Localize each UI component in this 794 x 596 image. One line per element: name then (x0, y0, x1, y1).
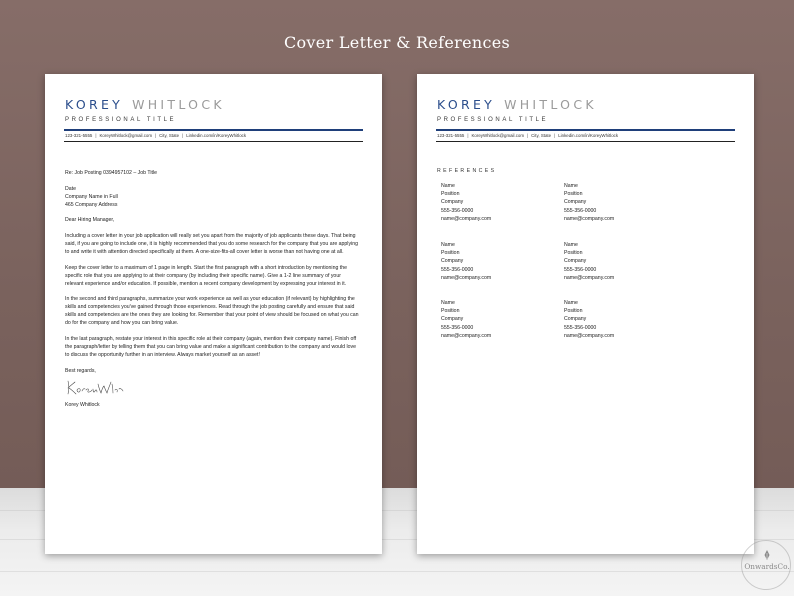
reference-email: name@company.com (441, 332, 492, 339)
contact-phone: 123-321-5555 (437, 133, 465, 138)
professional-title: PROFESSIONAL TITLE (437, 117, 549, 123)
company-address: 465 Company Address (65, 201, 118, 208)
contact-separator: | (554, 133, 556, 138)
reference-phone: 555-356-0000 (441, 207, 474, 214)
contact-line (437, 133, 618, 138)
cover-letter-page (45, 74, 382, 554)
contact-separator: | (95, 133, 97, 138)
reference-name: Name (564, 242, 578, 248)
handwritten-signature (65, 378, 125, 396)
reference-company: Company (441, 199, 464, 206)
contact-line (65, 133, 246, 138)
quill-nib-icon (764, 550, 770, 560)
reference-name: Name (441, 242, 455, 248)
contact-email: KoreyWhitlock@gmail.com (471, 133, 525, 138)
reference-phone: 555-356-0000 (441, 324, 474, 331)
company-name: Company Name in Full (65, 193, 118, 200)
letter-paragraph: Including a cover letter in your job application will really set you apart from the majority of job applicants these days. That being said, if you are going to include one, it is highly recommended that you do some research for the company that you are applying to and write it with attention directed specifically at them. A one-size-fits-all cover letter is worse than not having one at all. (65, 233, 358, 256)
reference-card (564, 299, 674, 340)
reference-phone: 555-356-0000 (564, 266, 597, 273)
reference-name: Name (441, 183, 455, 189)
contact-separator: | (182, 133, 184, 138)
reference-email: name@company.com (564, 332, 615, 339)
first-name: KOREY (437, 97, 496, 112)
reference-company: Company (564, 199, 587, 206)
letter-date: Date (65, 185, 76, 192)
contact-location: City, State (159, 133, 180, 138)
watermark-logo (741, 540, 791, 590)
references-page (417, 74, 754, 554)
reference-card (441, 241, 551, 282)
contact-linkedin: Linkedin.com/in/KoreyWhitlock (186, 133, 247, 138)
recipient-block (65, 186, 360, 210)
contact-rule (64, 141, 363, 142)
reference-company: Company (441, 316, 464, 323)
reference-company: Company (564, 316, 587, 323)
reference-company: Company (564, 258, 587, 265)
reference-position: Position (441, 250, 460, 257)
reference-position: Position (564, 250, 583, 257)
reference-name: Name (441, 300, 455, 306)
reference-phone: 555-356-0000 (441, 266, 474, 273)
reference-position: Position (441, 191, 460, 198)
contact-separator: | (467, 133, 469, 138)
reference-position: Position (441, 308, 460, 315)
reference-position: Position (564, 308, 583, 315)
banner-title: Cover Letter & References (283, 33, 511, 52)
last-name: WHITLOCK (132, 97, 225, 112)
first-name: KOREY (65, 97, 124, 112)
reference-email: name@company.com (441, 215, 492, 222)
letter-paragraph: In the last paragraph, restate your interest in this specific role at their company (again, mention their company name). Finish off the paragraph/letter by telling them that you can bring value and make a significant contribution to the company and would love to discuss the opportunity further in an interview. Always market yourself as an asset! (65, 335, 357, 358)
reference-card (441, 299, 551, 340)
contact-separator: | (155, 133, 157, 138)
contact-phone: 123-321-5555 (65, 133, 93, 138)
salutation: Dear Hiring Manager, (65, 217, 115, 224)
reference-name: Name (564, 183, 578, 189)
letter-paragraph: In the second and third paragraphs, summarize your work experience as well as your education (if relevant) by highlighting the skills and competencies you've gained through those experiences. Read through the job posting carefully and ensure that said skills and competencies are the ones they are looking for. Remember that your point of view should be focused on what you can do for the company and how you can bring value. (65, 296, 359, 327)
reference-name: Name (564, 300, 578, 306)
contact-rule (436, 141, 735, 142)
last-name: WHITLOCK (504, 97, 597, 112)
reference-phone: 555-356-0000 (564, 207, 597, 214)
reference-position: Position (564, 191, 583, 198)
letter-paragraph: Keep the cover letter to a maximum of 1 page in length. Start the first paragraph with a short introduction by mentioning the specific role that you are applying to at their company (by including their specific name). Give a 1-2 line summary of your relevant experience and/or education. If possible, mention a recent company development by expressing your interest in it. (65, 264, 348, 287)
resume-name (65, 97, 225, 112)
closing: Best regards, (65, 367, 96, 374)
header-rule (64, 129, 363, 131)
contact-separator: | (527, 133, 529, 138)
watermark-brand: OnwardsCo. (744, 562, 790, 571)
professional-title: PROFESSIONAL TITLE (65, 117, 177, 123)
letter-body (65, 170, 360, 410)
reference-email: name@company.com (441, 274, 492, 281)
reference-company: Company (441, 258, 464, 265)
reference-card (564, 182, 674, 223)
contact-location: City, State (531, 133, 552, 138)
signature-name: Korey Whitlock (65, 402, 100, 409)
resume-name (437, 97, 597, 112)
header-rule (436, 129, 735, 131)
contact-email: KoreyWhitlock@gmail.com (99, 133, 153, 138)
contact-linkedin: Linkedin.com/in/KoreyWhitlock (558, 133, 619, 138)
reference-line: Re: Job Posting 0394957102 – Job Title (65, 170, 157, 176)
reference-card (564, 241, 674, 282)
reference-email: name@company.com (564, 215, 615, 222)
reference-card (441, 182, 551, 223)
reference-email: name@company.com (564, 274, 615, 281)
reference-phone: 555-356-0000 (564, 324, 597, 331)
references-heading: REFERENCES (437, 168, 497, 174)
